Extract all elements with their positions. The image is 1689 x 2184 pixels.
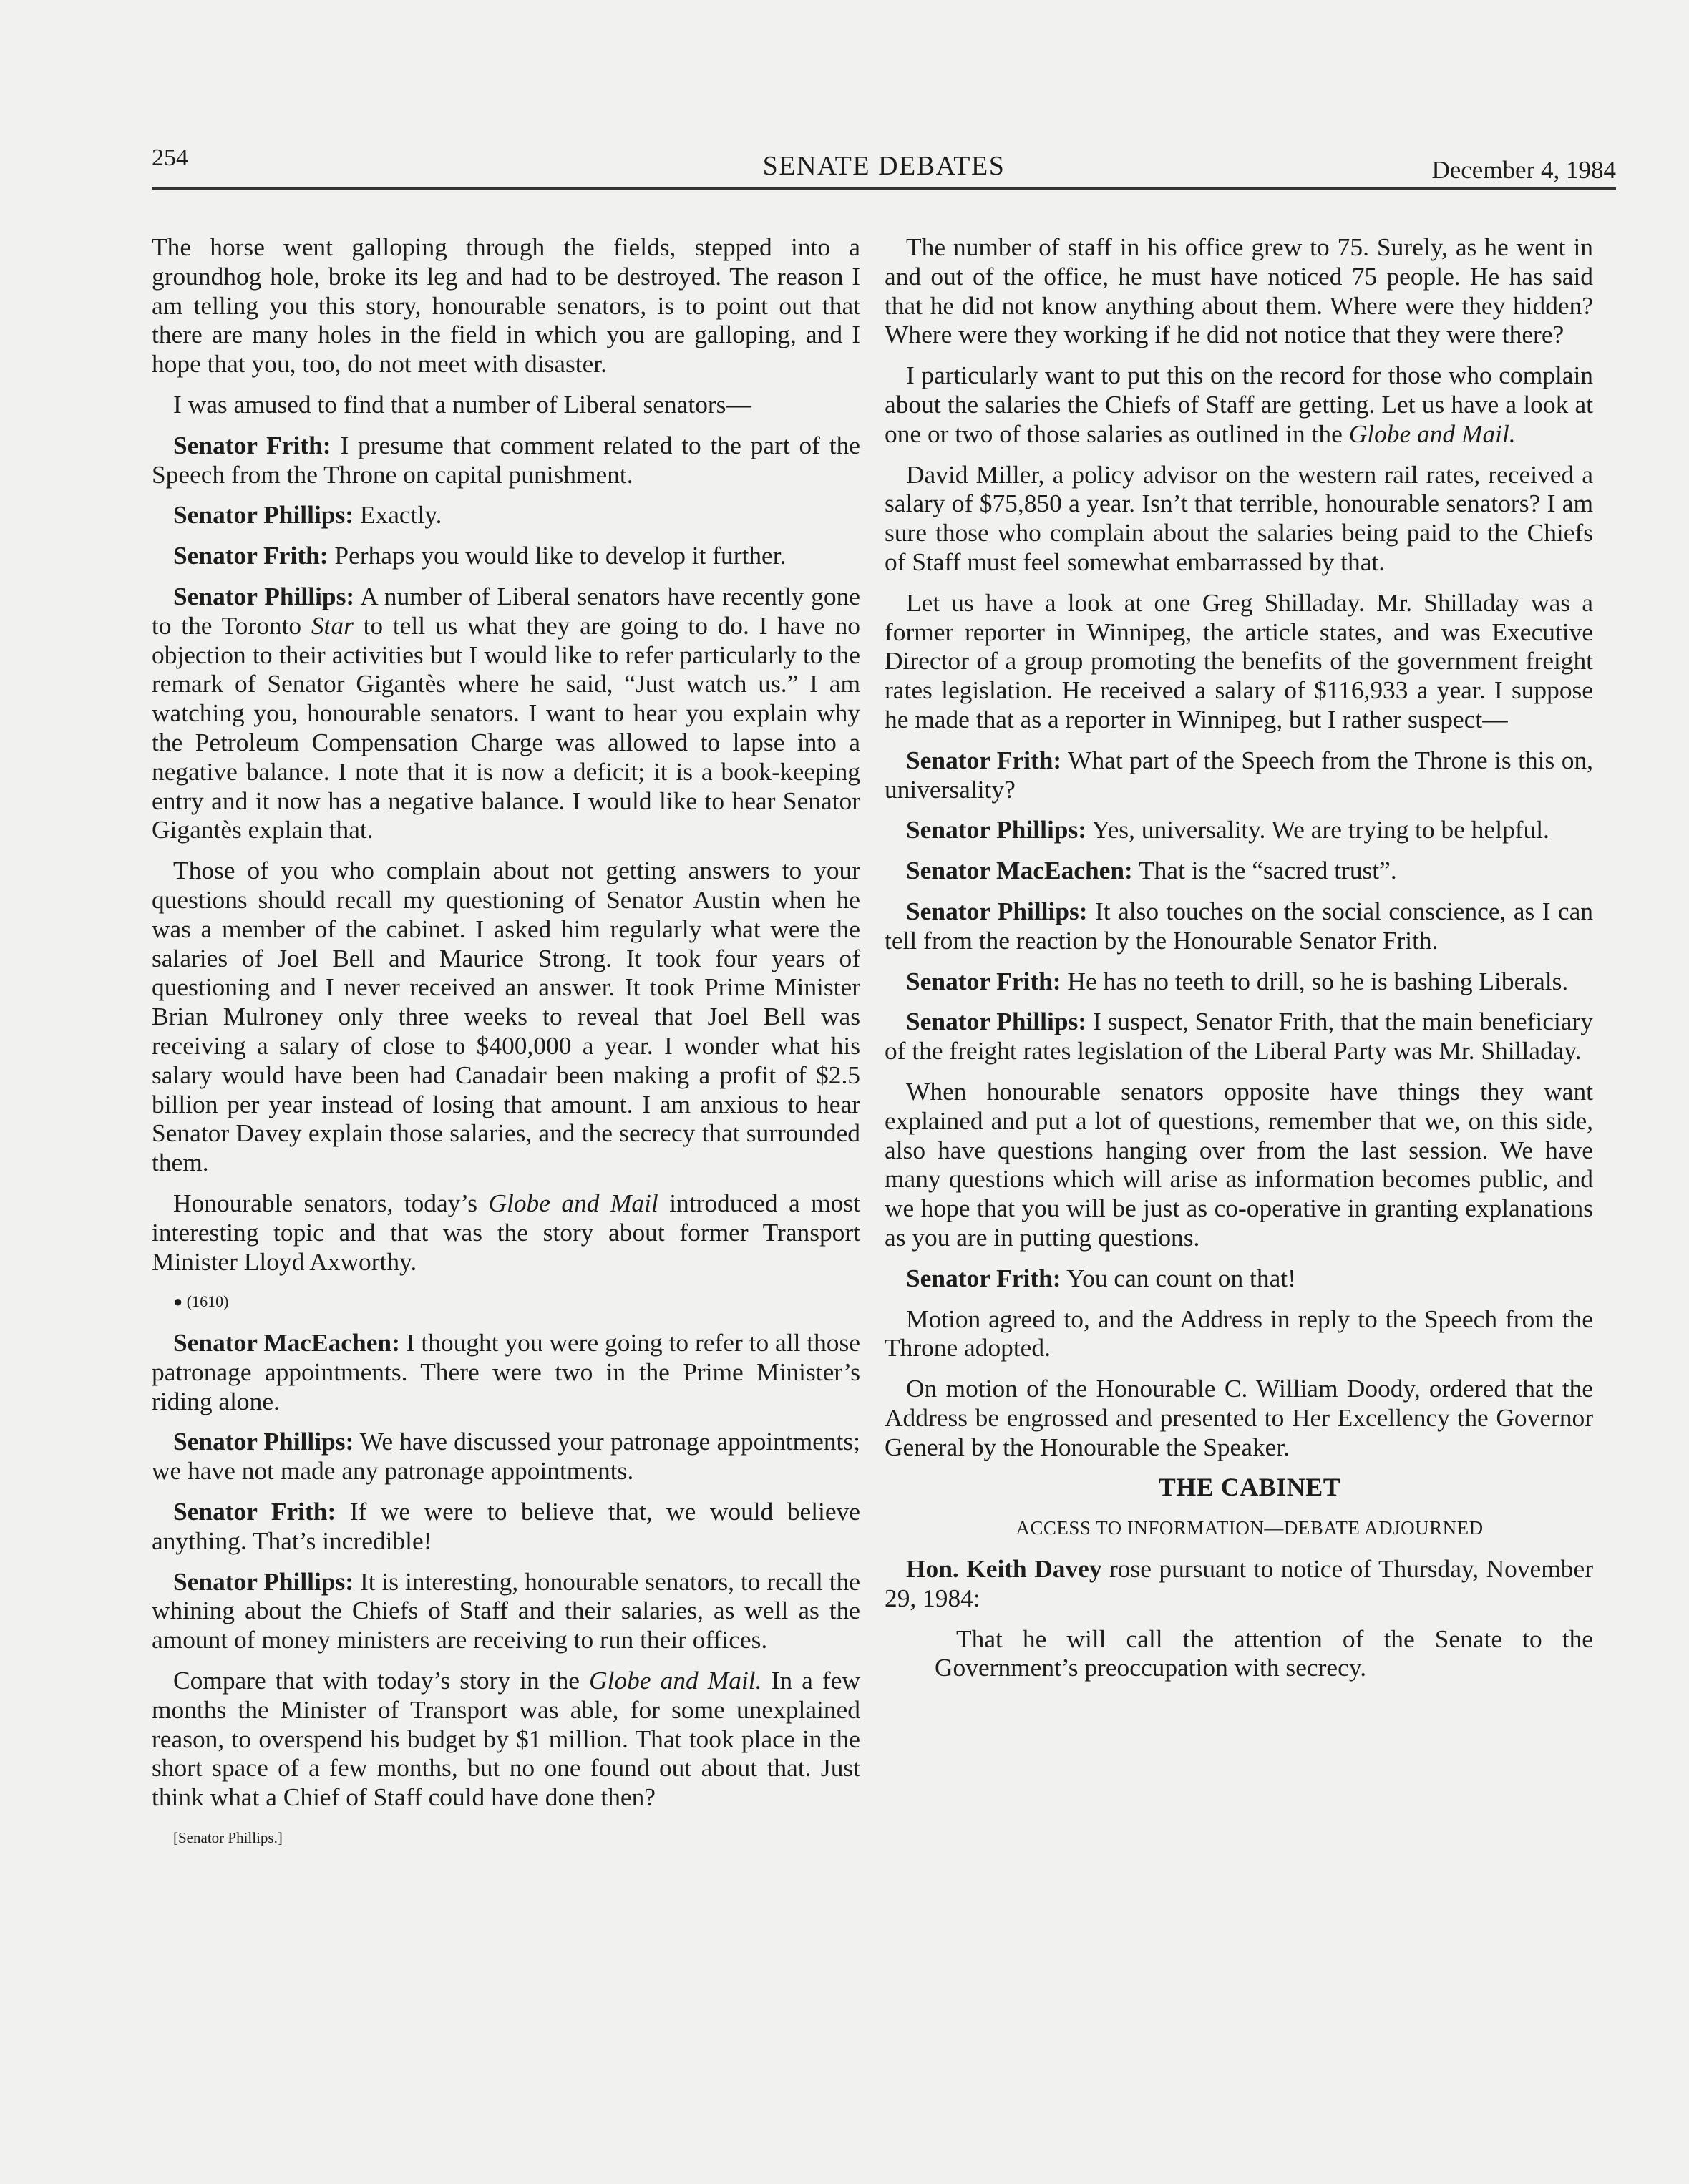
speaker-name: Senator Frith: — [173, 541, 328, 570]
speaker-paragraph — [152, 1427, 860, 1486]
paragraph — [152, 1666, 860, 1812]
speech-text: He has no teeth to drill, so he is bashing Liberals. — [1061, 966, 1569, 995]
speaker-paragraph — [152, 1567, 860, 1654]
speaker-name: Hon. Keith Davey — [906, 1554, 1102, 1584]
speech-text: I thought you were going to refer to all those patronage appointments. There were two in the Prime Minister’s riding alone. — [152, 1328, 860, 1415]
speaker-name: Senator Phillips: — [906, 896, 1088, 925]
right-column — [885, 233, 1593, 1694]
paragraph: The number of staff in his office grew to 75. Surely, as he went in and out of the office, he must have noticed 75 people. He has said that he did not know anything about them. Where were they hidden? Where were they working if he did not notice that they were there? — [885, 233, 1593, 349]
speaker-paragraph — [885, 967, 1593, 996]
paragraph: On motion of the Honourable C. William Doody, ordered that the Address be engrossed and presented to Her Excellency the Governor General by the Honourable the Speaker. — [885, 1374, 1593, 1461]
paragraph: I was amused to find that a number of Liberal senators— — [173, 389, 751, 419]
speaker-name: Senator Phillips: — [173, 581, 355, 610]
newspaper-name: Globe and Mail. — [1348, 419, 1516, 448]
speaker-paragraph — [152, 1328, 860, 1415]
left-column — [152, 233, 860, 1864]
speaker-name: Senator Phillips: — [173, 500, 354, 530]
speech-text: Honourable senators, today’s — [173, 1188, 489, 1217]
speaker-name: Senator Phillips: — [173, 1427, 354, 1456]
speech-text: I suspect, Senator Frith, that the main beneficiary of the freight rates legislation of the Liberal Party was Mr. Shilladay. — [885, 1007, 1593, 1066]
paragraph: David Miller, a policy advisor on the western rail rates, received a salary of $75,850 a year. Isn’t that terrible, honourable senators? I am sure those who complain about the salaries being paid to the Chiefs of Staff must feel somewhat embarrassed by that. — [885, 459, 1593, 576]
newspaper-name: Globe and Mail — [488, 1188, 658, 1217]
speech-text: to tell us what they are going to do. I have no objection to their activities but I would like to refer particularly to the remark of Senator Gigantès where he said, “Just watch us.” I am watching you, honourable senators. I want to hear you explain why the Petroleum Compensation Charge was allowed to lapse into a negative balance. I note that it is now a deficit; it is a book-keeping entry and it now has a negative balance. I would like to hear Senator Gigantès explain that. — [152, 610, 860, 844]
speaker-paragraph — [885, 897, 1593, 955]
speech-text: Yes, universality. We are trying to be helpful. — [1086, 815, 1549, 844]
speech-text: We have discussed your patronage appointments; we have not made any patronage appointments. — [152, 1427, 860, 1486]
paragraph — [885, 361, 1593, 448]
speaker-name: Senator MacEachen: — [173, 1328, 400, 1357]
paragraph: The horse went galloping through the fields, stepped into a groundhog hole, broke its leg and had to be destroyed. The reason I am telling you this story, honourable senators, is to point out that there are many holes in the field in which you are galloping, and I hope that you, too, do not meet with disaster. — [152, 233, 860, 379]
speaker-name: Senator Frith: — [906, 1263, 1061, 1292]
speaker-name: Senator Phillips: — [906, 1007, 1087, 1036]
speech-text: In a few months the Minister of Transport was able, for some unexplained reason, to overspend his budget by $1 million. That took place in the short space of a few months, but no one found out about that. Just think what a Chief of Staff could have done then? — [152, 1666, 860, 1812]
speaker-paragraph — [885, 1554, 1593, 1613]
publication-date: December 4, 1984 — [1431, 156, 1616, 184]
speaker-paragraph — [885, 1264, 1593, 1293]
speech-text: That is the “sacred trust”. — [1132, 856, 1397, 885]
speech-text: A number of Liberal senators have recently gone to the Toronto — [152, 581, 860, 640]
speech-text: rose pursuant to notice of Thursday, November 29, 1984: — [885, 1554, 1593, 1612]
speaker-paragraph — [885, 1007, 1593, 1066]
speaker-paragraph — [152, 500, 860, 530]
header-rule — [152, 187, 1616, 190]
speaker-paragraph — [152, 1497, 860, 1556]
speaker-paragraph — [885, 856, 1593, 885]
speaker-name: Senator Frith: — [906, 745, 1062, 774]
section-subheading: ACCESS TO INFORMATION—DEBATE ADJOURNED — [1016, 1517, 1484, 1539]
speech-text: Exactly. — [354, 500, 442, 530]
paragraph: When honourable senators opposite have things they want explained and put a lot of questions, remember that we, on this side, also have questions hanging over from the last session. We have many questions which will arise as information becomes public, and we hope that you will be just as co-operative in granting explanations as you are in putting questions. — [885, 1076, 1593, 1252]
speaker-paragraph — [885, 815, 1593, 844]
page-number: 254 — [152, 145, 188, 171]
time-marker: ● (1610) — [173, 1292, 229, 1311]
speech-text: It also touches on the social conscience, as I can tell from the reaction by the Honourable Senator Frith. — [885, 896, 1593, 955]
speaker-name: Senator Phillips: — [906, 815, 1087, 844]
paragraph — [152, 1189, 860, 1276]
section-heading: THE CABINET — [1158, 1473, 1341, 1502]
speaker-name: Senator Frith: — [906, 966, 1061, 995]
speech-text: It is interesting, honourable senators, to recall the whining about the Chiefs of Staff and their salaries, as well as the amount of money ministers are receiving to run their offices. — [152, 1566, 860, 1654]
publication-title: SENATE DEBATES — [762, 151, 1006, 181]
speaker-name: Senator Phillips: — [173, 1566, 354, 1596]
speaker-name: Senator Frith: — [173, 1497, 336, 1526]
speech-text: I presume that comment related to the part of the Speech from the Throne on capital punishment. — [152, 430, 860, 489]
speech-text: If we were to believe that, we would believe anything. That’s incredible! — [152, 1497, 860, 1555]
page-header — [152, 140, 1616, 190]
speaker-paragraph — [152, 582, 860, 844]
speech-text: Perhaps you would like to develop it further. — [328, 541, 787, 570]
paragraph: Those of you who complain about not getting answers to your questions should recall my questioning of Senator Austin when he was a member of the cabinet. I asked him regularly what were the salaries of Joel Bell and Maurice Strong. It took four years of questioning and I never received an answer. It took Prime Minister Brian Mulroney only three weeks to reveal that Joel Bell was receiving a salary of close to $400,000 a year. I wonder what his salary would have been had Canadair been making a profit of $2.5 billion per year instead of losing that amount. I am anxious to hear Senator Davey explain those salaries, and the secrecy that surrounded them. — [152, 856, 860, 1177]
speaker-name: Senator MacEachen: — [906, 856, 1133, 885]
speaker-name: Senator Frith: — [173, 430, 331, 459]
speaker-paragraph — [885, 746, 1593, 804]
speaker-paragraph — [152, 431, 860, 489]
paragraph: Motion agreed to, and the Address in reply to the Speech from the Throne adopted. — [885, 1304, 1593, 1362]
newspaper-name: Globe and Mail. — [589, 1666, 762, 1695]
speech-text: I particularly want to put this on the record for those who complain about the salaries the Chiefs of Staff are getting. Let us have a look at one or two of those salaries as outlined in the — [885, 361, 1593, 448]
speech-text: Compare that with today’s story in the — [173, 1666, 590, 1695]
notice-quote: That he will call the attention of the Senate to the Government’s preoccupation with secrecy. — [935, 1624, 1593, 1682]
speech-text: What part of the Speech from the Throne is this on, universality? — [885, 745, 1594, 804]
speech-text: You can count on that! — [1061, 1263, 1296, 1292]
newspaper-name: Star — [311, 610, 354, 640]
speech-text: introduced a most interesting topic and that was the story about former Transport Minister Lloyd Axworthy. — [152, 1188, 860, 1276]
speaker-paragraph — [152, 541, 860, 570]
paragraph: Let us have a look at one Greg Shilladay. Mr. Shilladay was a former reporter in Winnipeg, the article states, and was Executive Director of a group promoting the benefits of the government freight rates legislation. He received a salary of $116,933 a year. I suppose he made that as a reporter in Winnipeg, but I rather suspect— — [885, 588, 1593, 733]
column-signature: [Senator Phillips.] — [173, 1829, 283, 1847]
